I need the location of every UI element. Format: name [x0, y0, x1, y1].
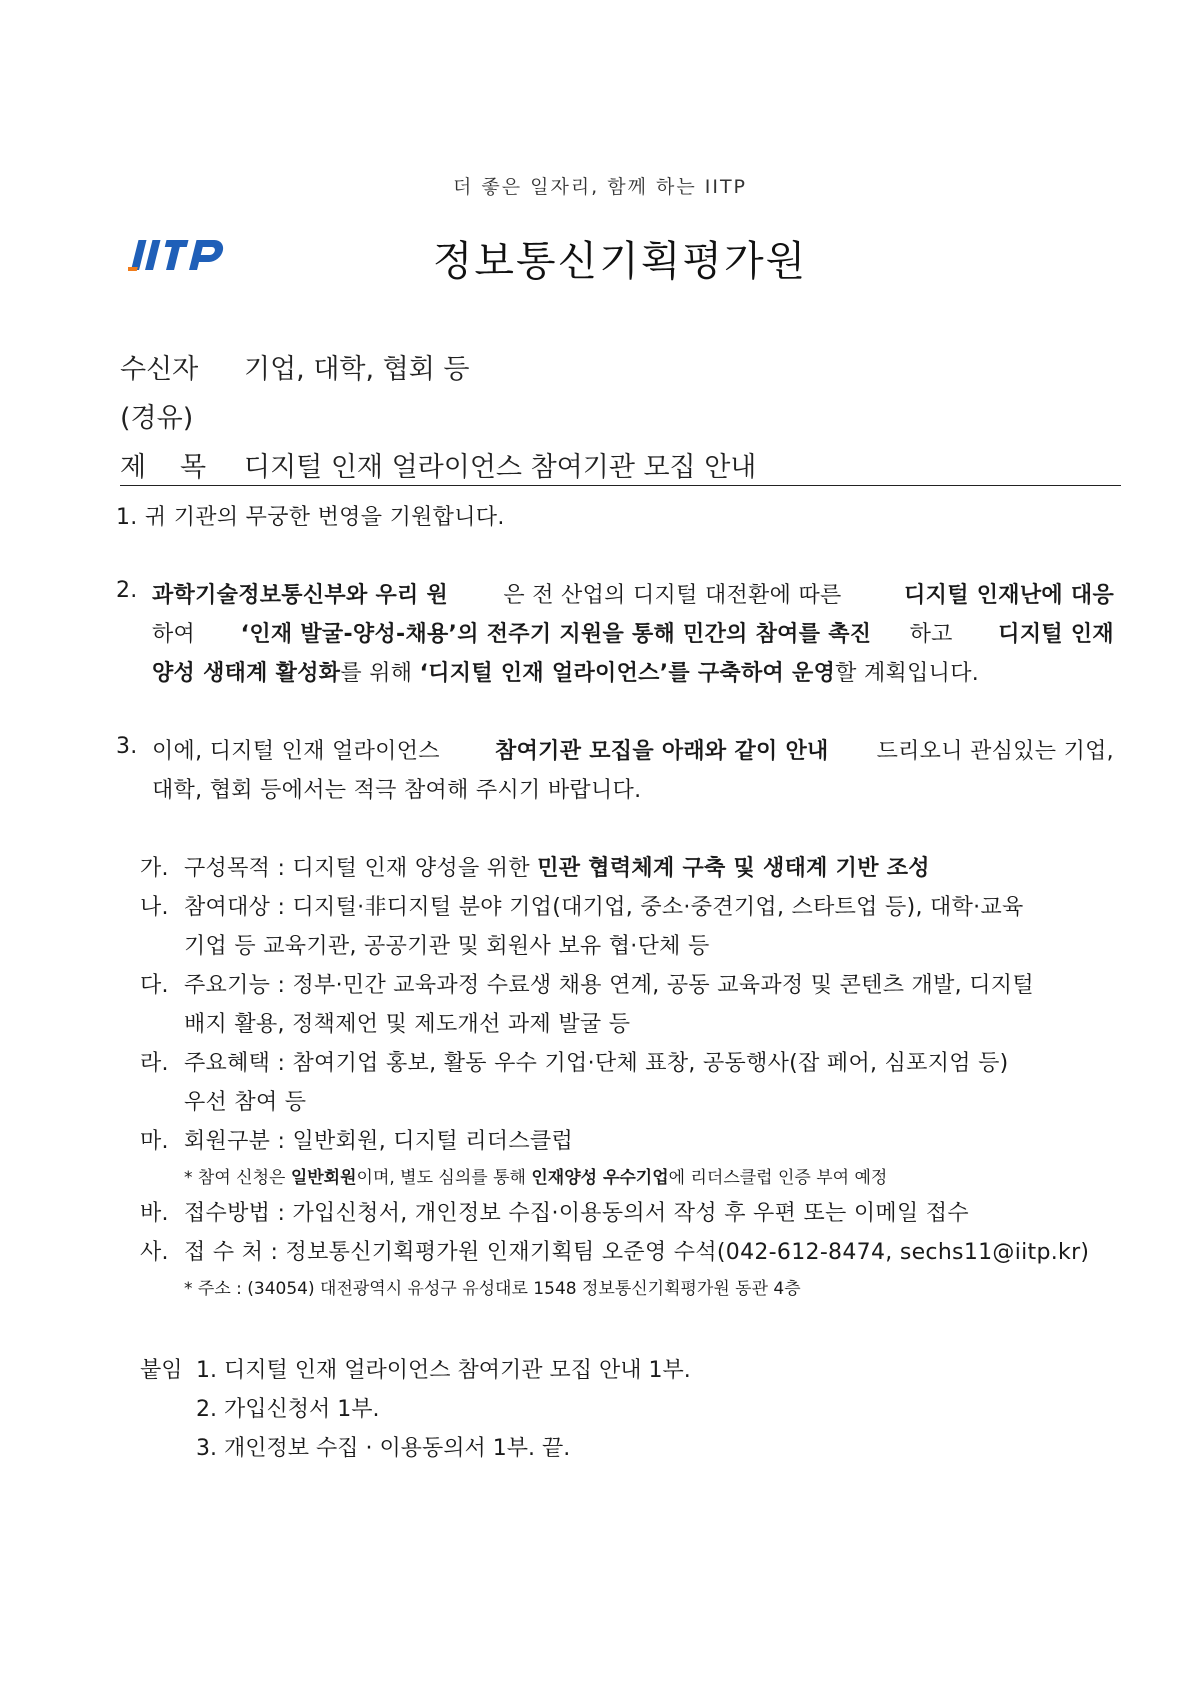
paragraph-3-line-2: 대학, 협회 등에서는 적극 참여해 주시기 바랍니다.: [152, 778, 642, 803]
paragraph-2-line-1-run-0: 과학기술정보통신부와 우리 원: [152, 583, 449, 608]
item-sa-note: * 주소 : (34054) 대전광역시 유성구 유성대로 1548 정보통신기획평가원 동관 4층: [184, 1279, 801, 1299]
paragraph-2-line-1-run-1: 은 전 산업의 디지털 대전환에 따른: [503, 583, 849, 608]
item-da-line-1: 주요기능 : 정부·민간 교육과정 수료생 채용 연계, 공동 교육과정 및 콘텐츠 개발, 디지털: [184, 973, 1034, 998]
item-ma-note: [184, 1163, 887, 1188]
item-da-line-2: 배지 활용, 정책제언 및 제도개선 과제 발굴 등: [184, 1012, 631, 1037]
paragraph-2-number: 2.: [116, 578, 138, 603]
recipient-label: 수신자: [120, 354, 199, 385]
paragraph-2-line-2-run-1: ‘인재 발굴-양성-채용’의 전주기 지원을 통해 민간의 참여를 촉진: [240, 622, 872, 647]
subject-row: [120, 445, 920, 481]
paragraph-2-line-3-run-3: 할 계획입니다.: [835, 661, 980, 686]
slogan: 더 좋은 일자리, 함께 하는 IITP: [452, 176, 748, 198]
item-ma-note-run-2: 이며, 별도 심의를 통해: [356, 1168, 532, 1188]
attachment-3: 3. 개인정보 수집 · 이용동의서 1부. 끝.: [196, 1436, 571, 1461]
paragraph-1: 1. 귀 기관의 무궁한 번영을 기원합니다.: [116, 505, 505, 530]
paragraph-3-line-1: [152, 734, 1114, 765]
item-ba: 접수방법 : 가입신청서, 개인정보 수집·이용동의서 작성 후 우편 또는 이메일 접수: [184, 1201, 969, 1226]
paragraph-2-line-3: [152, 656, 979, 687]
item-na-line-1: 참여대상 : 디지털·非디지털 분야 기업(대기업, 중소·중견기업, 스타트업 등), 대학·교육: [184, 895, 1024, 920]
item-ra-line-1: 주요혜택 : 참여기업 홍보, 활동 우수 기업·단체 표창, 공동행사(잡 페어, 심포지엄 등): [184, 1051, 1009, 1076]
item-sa-mark: 사.: [140, 1240, 169, 1265]
item-ba-mark: 바.: [140, 1201, 169, 1226]
paragraph-2-line-2-run-0: 하여: [152, 622, 203, 647]
item-ra-line-2: 우선 참여 등: [184, 1090, 307, 1115]
paragraph-2-line-3-run-0: 양성 생태계 활성화: [152, 661, 341, 686]
recipient-row: [120, 347, 720, 383]
paragraph-3-line-1-run-1: 참여기관 모집을 아래와 같이 안내: [495, 739, 829, 764]
item-ga-text: 디지털 인재 양성을 위한: [292, 856, 538, 881]
paragraph-2-line-3-run-2: ‘디지털 인재 얼라이언스’를 구축하여 운영: [419, 661, 836, 686]
paragraph-2-line-1-run-2: 디지털 인재난에 대응: [904, 583, 1114, 608]
attachment-1: 1. 디지털 인재 얼라이언스 참여기관 모집 안내 1부.: [196, 1358, 691, 1383]
organization-name: 정보통신기획평가원: [432, 237, 808, 285]
item-ga-mark: 가.: [140, 856, 169, 881]
item-ga-bold: 민관 협력체계 구축 및 생태계 기반 조성: [537, 856, 930, 881]
header-divider: [120, 485, 1121, 486]
item-ma-note-run-0: * 참여 신청은: [184, 1168, 291, 1188]
item-ma-note-run-3: 인재양성 우수기업: [531, 1168, 669, 1188]
item-na-line-2: 기업 등 교육기관, 공공기관 및 회원사 보유 협·단체 등: [184, 934, 710, 959]
item-da-mark: 다.: [140, 973, 169, 998]
paragraph-3-number: 3.: [116, 734, 138, 759]
item-sa: 접 수 처 : 정보통신기획평가원 인재기획팀 오준영 수석(042-612-8474, sechs11@iitp.kr): [184, 1240, 1090, 1265]
item-ma-note-run-1: 일반회원: [290, 1168, 357, 1188]
item-na-mark: 나.: [140, 895, 169, 920]
paragraph-2-line-3-run-1: 를 위해: [340, 661, 420, 686]
item-ga-label: 구성목적 :: [184, 856, 286, 881]
item-ga: [184, 851, 930, 882]
paragraph-3-line-1-run-2: 드리오니 관심있는 기업,: [876, 739, 1114, 764]
via-label: (경유): [120, 403, 194, 434]
item-ma: 회원구분 : 일반회원, 디지털 리더스클럽: [184, 1129, 574, 1154]
item-ra-mark: 라.: [140, 1051, 169, 1076]
paragraph-2-line-2-run-2: 하고: [909, 622, 961, 647]
subject-label-2: 목: [180, 452, 207, 483]
item-ma-mark: 마.: [140, 1129, 169, 1154]
attachment-label: 붙임: [140, 1358, 183, 1383]
paragraph-2-line-2-run-3: 디지털 인재: [998, 622, 1114, 647]
paragraph-2-line-1: [152, 578, 1114, 609]
item-ma-note-run-4: 에 리더스클럽 인증 부여 예정: [668, 1168, 888, 1188]
paragraph-2-line-2: [152, 617, 1114, 648]
attachment-2: 2. 가입신청서 1부.: [196, 1397, 380, 1422]
subject-label-1: 제: [120, 452, 147, 483]
subject-value: 디지털 인재 얼라이언스 참여기관 모집 안내: [244, 452, 757, 483]
recipient-value: 기업, 대학, 협회 등: [244, 354, 470, 385]
paragraph-3-line-1-run-0: 이에, 디지털 인재 얼라이언스: [152, 739, 448, 764]
